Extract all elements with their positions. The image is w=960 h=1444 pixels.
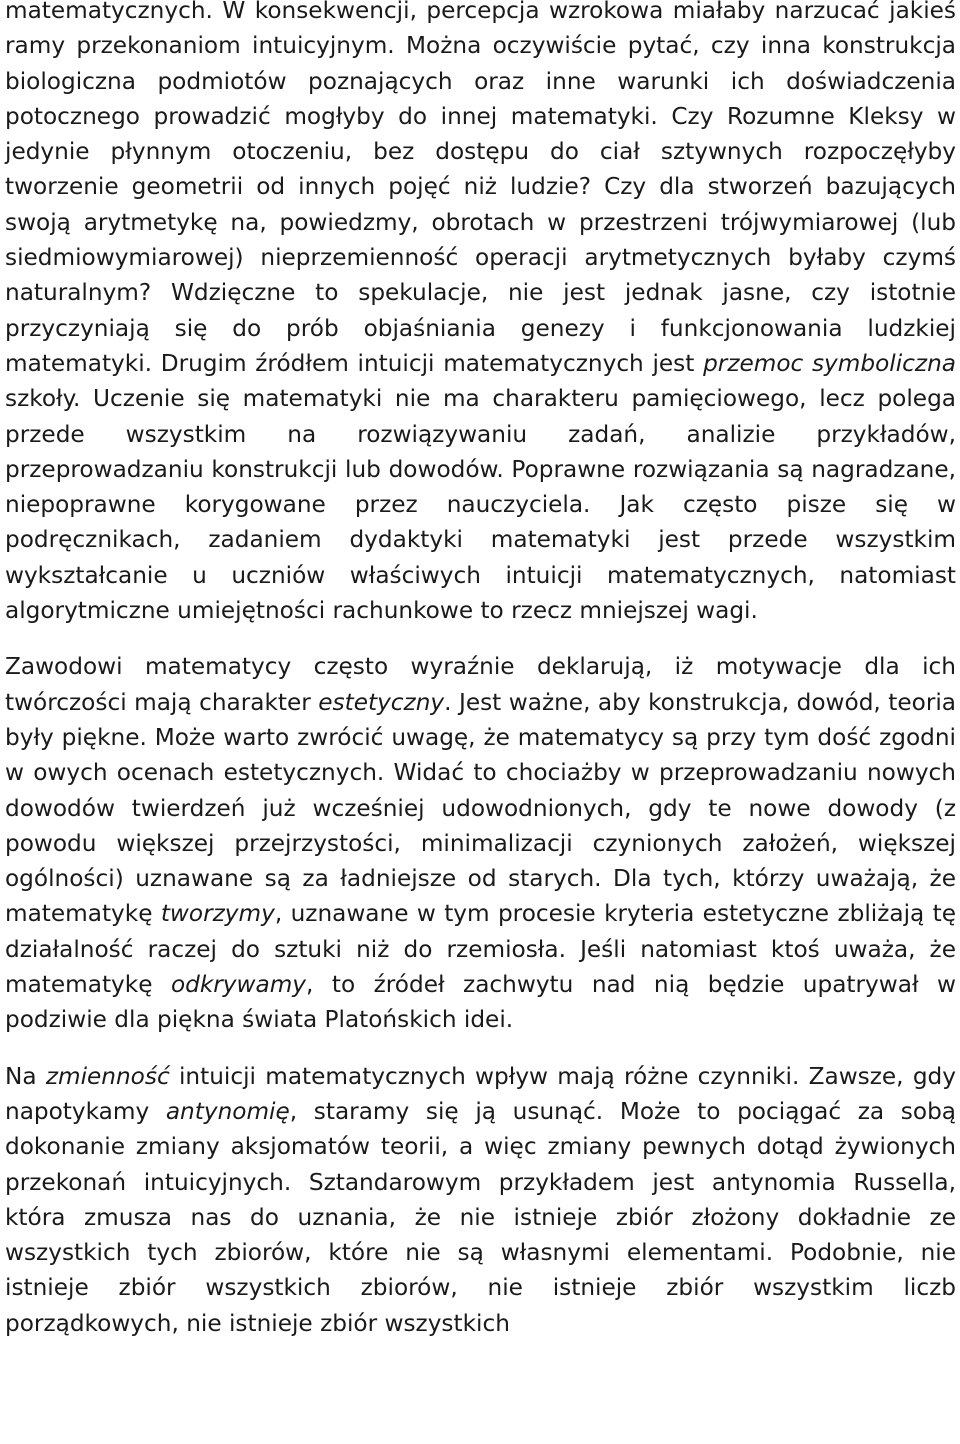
text-run: Zawodowi matematycy często wyraźnie deklarują, iż motywacje dla ich twórczości mają charakter — [5, 653, 956, 716]
text-run: intuicji matematycznych wpływ mają różne czynniki. Zawsze, gdy napotykamy — [5, 1062, 956, 1125]
text-run: szkoły. Uczenie się matematyki nie ma charakteru pamięciowego, lecz polega przede wszystkim na rozwiązywaniu zadań, analizie przykładów, przeprowadzaniu konstrukcji lub dowodów. Poprawne rozwiązania są nagradzane, niepoprawne korygowane przez nauczyciela. Jak często pisze się w podręcznikach, zadaniem dydaktyki matematyki jest przede wszystkim wykształcanie u uczniów właściwych intuicji matematycznych, natomiast algorytmiczne umiejętności rachunkowe to rzecz mniejszej wagi. — [5, 385, 956, 625]
emphasis-run: antynomię — [165, 1097, 290, 1125]
emphasis-run: zmienność — [45, 1062, 170, 1090]
text-run: , staramy się ją usunąć. Może to pociągać za sobą dokonanie zmiany aksjomatów teorii, a więc zmiany pewnych dotąd żywionych przekonań intuicyjnych. Sztandarowym przykładem jest antynomia Russella, która zmusza nas do uznania, że nie istnieje zbiór złożony dokładnie ze wszystkich tych zbiorów, które nie są własnymi elementami. Podobnie, nie istnieje zbiór wszystkich zbiorów, nie istnieje zbiór wszystkim liczb porządkowych, nie istnieje zbiór wszystkich — [5, 1097, 956, 1337]
text-run: , uznawane w tym procesie kryteria estetyczne zbliżają tę działalność raczej do sztuki niż do rzemiosła. Jeśli natomiast ktoś uważa, że matematykę — [5, 900, 956, 999]
emphasis-run: przemoc symboliczna — [703, 349, 956, 377]
emphasis-run: odkrywamy — [170, 971, 307, 999]
text-run: matematycznych. W konsekwencji, percepcja wzrokowa miałaby narzucać jakieś ramy przekonaniom intuicyjnym. Można oczywiście pytać, czy inna konstrukcja biologiczna podmiotów poznających oraz inne warunki ich doświadczenia potocznego prowadzić mogłyby do innej matematyki. Czy Rozumne Kleksy w jedynie płynnym otoczeniu, bez dostępu do ciał sztywnych rozpoczęłyby tworzenie geometrii od innych pojęć niż ludzie? Czy dla stworzeń bazujących swoją arytmetykę na, powiedzmy, obrotach w przestrzeni trójwymiarowej (lub siedmiowymiarowej) nieprzemienność operacji arytmetycznych byłaby czymś naturalnym? Wdzięczne to spekulacje, nie jest jednak jasne, czy istotnie przyczyniają się do prób objaśniania genezy i funkcjonowania ludzkiej matematyki. Drugim źródłem intuicji matematycznych jest — [5, 0, 956, 377]
document-page — [5, 0, 956, 1341]
emphasis-run: estetyczny — [318, 688, 445, 716]
text-run: Na — [5, 1062, 46, 1090]
paragraph-2 — [5, 649, 956, 1037]
paragraph-1 — [5, 0, 956, 628]
emphasis-run: tworzymy — [160, 900, 275, 928]
text-run: , to źródeł zachwytu nad nią będzie upatrywał w podziwie dla piękna świata Platońskich idei. — [5, 971, 956, 1034]
paragraph-3 — [5, 1059, 956, 1341]
text-run: . Jest ważne, aby konstrukcja, dowód, teoria były piękne. Może warto zwrócić uwagę, że matematycy są przy tym dość zgodni w owych ocenach estetycznych. Widać to chociażby w przeprowadzaniu nowych dowodów twierdzeń już wcześniej udowodnionych, gdy te nowe dowody (z powodu większej przejrzystości, minimalizacji czynionych założeń, większej ogólności) uznawane są za ładniejsze od starych. Dla tych, którzy uważają, że matematykę — [5, 688, 957, 928]
